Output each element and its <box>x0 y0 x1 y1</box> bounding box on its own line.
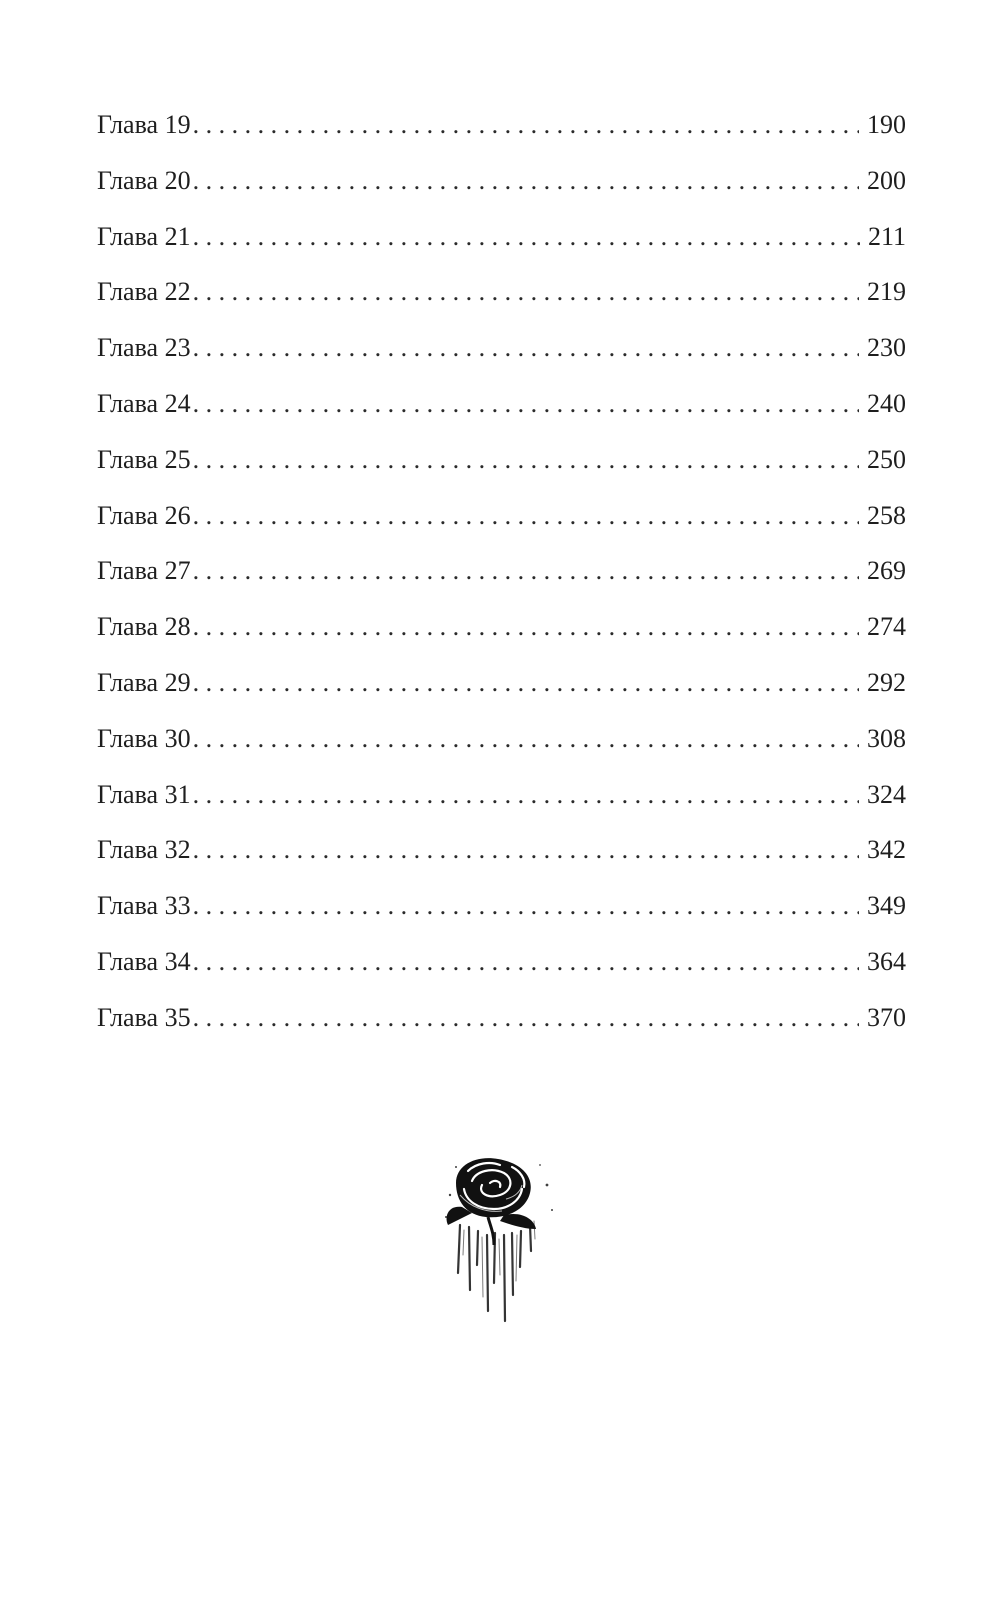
toc-entry-title: Глава 31 <box>97 779 191 809</box>
toc-leader-dots <box>193 391 859 417</box>
toc-entry-page: 190 <box>867 110 906 139</box>
toc-entry-title: Глава 22 <box>97 277 191 307</box>
toc-entry-page: 219 <box>867 277 906 307</box>
toc-entry <box>97 444 906 503</box>
toc-leader-dots <box>193 168 859 194</box>
table-of-contents <box>97 112 906 1061</box>
toc-entry-page: 364 <box>867 946 906 976</box>
toc-leader-dots <box>193 949 859 975</box>
toc-entry <box>97 112 906 168</box>
toc-entry <box>97 335 906 391</box>
toc-entry <box>97 946 906 1005</box>
toc-entry-title: Глава 28 <box>97 612 191 642</box>
toc-entry-title: Глава 25 <box>97 444 191 474</box>
toc-leader-dots <box>193 335 859 361</box>
toc-leader-dots <box>193 893 859 919</box>
toc-leader-dots <box>193 670 859 696</box>
toc-entry-page: 370 <box>867 1002 906 1032</box>
toc-entry-page: 292 <box>867 667 906 697</box>
toc-leader-dots <box>193 837 859 863</box>
toc-entry <box>97 388 906 447</box>
toc-entry-title: Глава 30 <box>97 723 191 753</box>
toc-leader-dots <box>193 614 859 640</box>
rose-icon <box>442 1155 562 1325</box>
toc-entry-page: 274 <box>867 612 906 642</box>
toc-entry-title: Глава 35 <box>97 1002 191 1032</box>
toc-entry <box>97 165 906 224</box>
toc-entry-title: Глава 23 <box>97 333 191 363</box>
toc-entry <box>97 1002 906 1061</box>
toc-leader-dots <box>193 224 860 250</box>
toc-leader-dots <box>193 782 859 808</box>
toc-entry-title: Глава 24 <box>97 388 191 418</box>
toc-entry <box>97 837 906 893</box>
toc-entry <box>97 500 906 559</box>
toc-entry-page: 240 <box>867 388 906 418</box>
toc-entry <box>97 221 906 280</box>
toc-entry <box>97 279 906 335</box>
toc-entry-page: 342 <box>867 835 906 865</box>
toc-entry-page: 269 <box>867 556 906 586</box>
toc-entry-page: 250 <box>867 444 906 474</box>
toc-entry <box>97 723 906 782</box>
toc-entry-title: Глава 19 <box>97 110 191 139</box>
toc-entry <box>97 558 906 614</box>
toc-entry-page: 308 <box>867 723 906 753</box>
toc-entry-page: 230 <box>867 333 906 363</box>
toc-entry-page: 200 <box>867 165 906 195</box>
toc-leader-dots <box>193 112 859 138</box>
toc-leader-dots <box>193 279 859 305</box>
toc-entry-title: Глава 32 <box>97 835 191 865</box>
toc-entry-page: 258 <box>867 500 906 530</box>
toc-entry-title: Глава 34 <box>97 946 191 976</box>
toc-entry-page: 211 <box>867 221 906 251</box>
toc-entry <box>97 667 906 726</box>
toc-entry-title: Глава 29 <box>97 667 191 697</box>
toc-entry <box>97 614 906 670</box>
toc-entry <box>97 893 906 949</box>
toc-entry-page: 349 <box>867 891 906 921</box>
toc-entry-title: Глава 26 <box>97 500 191 530</box>
toc-entry-title: Глава 33 <box>97 891 191 921</box>
toc-leader-dots <box>193 447 859 473</box>
toc-entry-title: Глава 27 <box>97 556 191 586</box>
toc-leader-dots <box>193 726 859 752</box>
toc-entry-title: Глава 20 <box>97 165 191 195</box>
toc-leader-dots <box>193 558 859 584</box>
toc-leader-dots <box>193 1005 859 1031</box>
toc-entry-title: Глава 21 <box>97 221 191 251</box>
toc-leader-dots <box>193 503 859 529</box>
toc-entry <box>97 779 906 838</box>
toc-entry-page: 324 <box>867 779 906 809</box>
